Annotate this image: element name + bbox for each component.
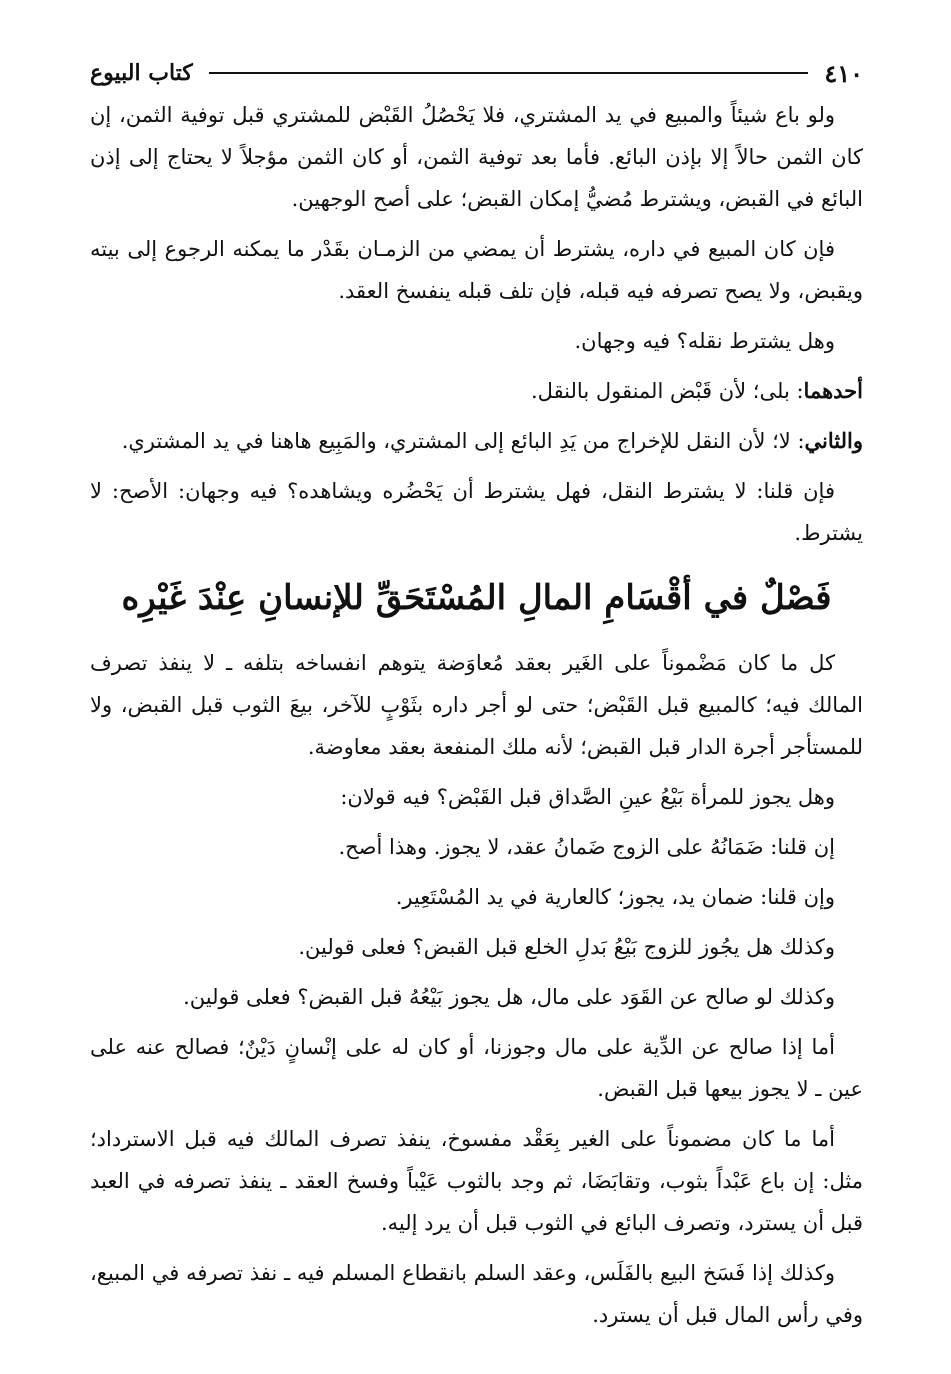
paragraph-second-view: [90, 420, 863, 462]
paragraph: وإن قلنا: ضمان يد، يجوز؛ كالعارية في يد المُسْتَعِير.: [395, 885, 835, 909]
paragraph: فإن قلنا: لا يشترط النقل، فهل يشترط أن يَحْضُره ويشاهده؟ فيه وجهان: الأصح: لا يشترط.: [90, 479, 863, 545]
paragraph: فإن كان المبيع في داره، يشترط أن يمضي من الزمـان بقَدْر ما يمكنه الرجوع إلى بيته ويقبض، ولا يصح تصرفه فيه قبله، فإن تلف قبله ينفسخ العقد.: [90, 237, 863, 303]
section-heading: فَصْلٌ في أقْسَامِ المالِ المُسْتَحَقِّ للإنسانِ عِنْدَ غَيْرِه: [121, 578, 832, 618]
paragraph: وكذلك لو صالح عن القَوَد على مال، هل يجوز بَيْعُهُ قبل القبض؟ فعلى قولين.: [183, 985, 835, 1009]
page-number: ٤١٠: [824, 58, 863, 88]
paragraph: وهل يشترط نقله؟ فيه وجهان.: [574, 329, 835, 353]
paragraph: وكذلك هل يجُوز للزوج بَيْعُ بَدلِ الخلع قبل القبض؟ فعلى قولين.: [298, 935, 835, 959]
first-view-label: أحدهما: [803, 378, 863, 403]
paragraph: وكذلك إذا فَسَخ البيع بالفَلَس، وعقد السلم بانقطاع المسلم فيه ـ نفذ تصرفه في المبيع، وفي رأس المال قبل أن يسترد.: [90, 1261, 863, 1327]
paragraph: إن قلنا: ضَمَانُهُ على الزوج ضَمانُ عقد، لا يجوز. وهذا أصح.: [338, 835, 835, 859]
running-title: كتاب البيوع: [90, 60, 193, 86]
paragraph: كل ما كان مَضْموناً على الغَير بعقد مُعاوَضة يتوهم انفساخه بتلفه ـ لا ينفذ تصرف المالك فيه؛ كالمبيع قبل القَبْض؛ حتى لو أجر داره بثَوْبٍ للآخر، بيعَ الثوب قبل القبض، ولا للمستأجر أجرة الدار قبل القبض؛ لأنه ملك المنفعة بعقد معاوضة.: [90, 651, 863, 759]
page-header: [90, 58, 863, 88]
first-view-text: : بلى؛ لأن قَبْض المنقول بالنقل.: [530, 379, 804, 403]
paragraph: أما ما كان مضموناً على الغير بِعَقْد مفسوخ، ينفذ تصرف المالك فيه قبل الاسترداد؛ مثل: إن باع عَبْداً بثوب، وتقابَضَا، ثم وجد بالثوب عَيْباً وفسخ العقد ـ ينفذ تصرفه في العبد قبل أن يسترد، وتصرف البائع في الثوب قبل أن يرد إليه.: [90, 1127, 863, 1235]
second-view-text: : لا؛ لأن النقل للإخراج من يَدِ البائع إلى المشتري، والمَبِيع هاهنا في يد المشتري.: [121, 429, 805, 453]
header-rule: [209, 72, 809, 74]
paragraph: ولو باع شيئاً والمبيع في يد المشتري، فلا يَحْصُلُ القَبْض للمشتري قبل توفية الثمن، إن كان الثمن حالاً إلا بإذن البائع. فأما بعد توفية الثمن، أو كان الثمن مؤجلاً لا يحتاج إلى إذن البائع في القبض، ويشترط مُضيُّ إمكان القبض؛ على أصح الوجهين.: [90, 103, 863, 211]
paragraph-first-view: [90, 370, 863, 412]
second-view-label: والثاني: [804, 428, 863, 453]
paragraph: وهل يجوز للمرأة بَيْعُ عينِ الصَّداق قبل القَبْض؟ فيه قولان:: [340, 785, 835, 809]
paragraph: أما إذا صالح عن الدِّية على مال وجوزنا، أو كان له على إنْسانٍ دَيْنٌ؛ فصالح عنه على عين ـ لا يجوز بيعها قبل القبض.: [90, 1035, 863, 1101]
